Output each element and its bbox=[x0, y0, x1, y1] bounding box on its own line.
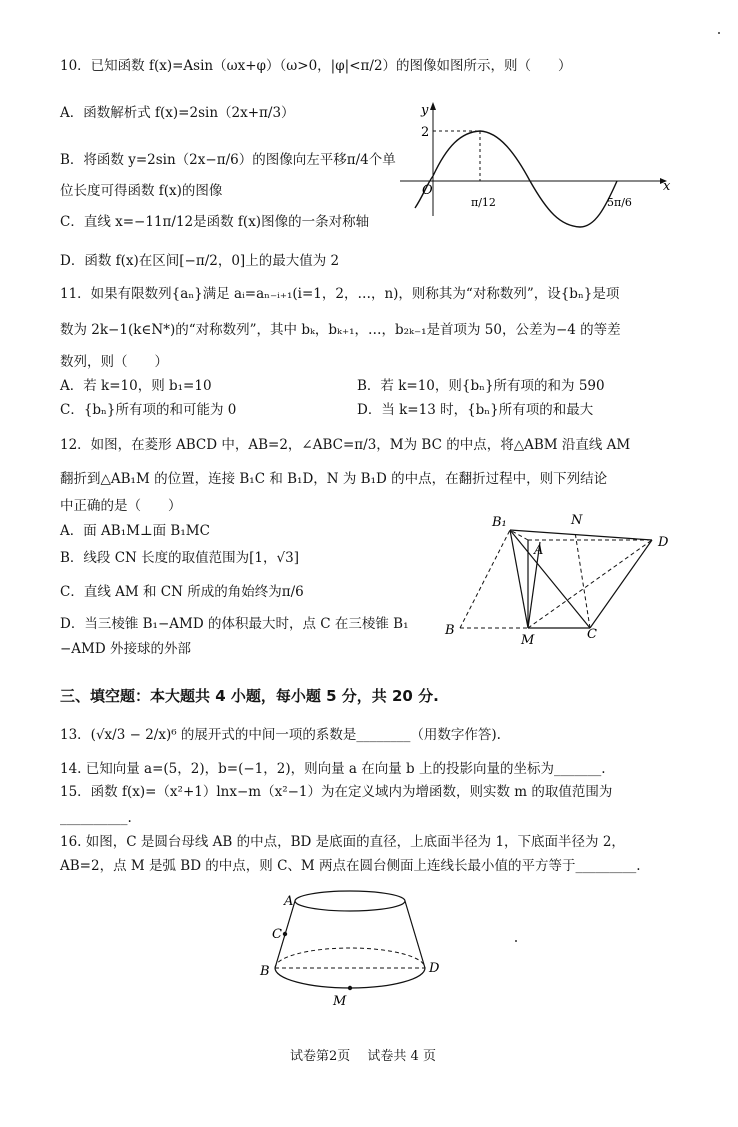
q12-rhombus-figure bbox=[440, 510, 680, 650]
q10-sine-graph bbox=[395, 98, 675, 218]
fig16-label-b: B bbox=[260, 964, 270, 979]
q11-line-1: 11．如果有限数列{aₙ}满足 aᵢ=aₙ₋ᵢ₊₁(i=1，2，…，n)，则称其为“对称数列”，设{bₙ}是项 bbox=[60, 286, 620, 302]
q13-text: 13．(√x/3 − 2/x)⁶ 的展开式的中间一项的系数是________（用数字作答). bbox=[60, 727, 501, 743]
fig16-label-c: C bbox=[272, 927, 282, 942]
q12-line-3: 中正确的是（ ） bbox=[60, 498, 182, 514]
scan-speck bbox=[515, 940, 517, 942]
q11-option-b: B．若 k=10，则{bₙ}所有项的和为 590 bbox=[357, 378, 605, 394]
fig12-label-a: A bbox=[534, 543, 544, 558]
q12-line-2: 翻折到△AB₁M 的位置，连接 B₁C 和 B₁D，N 为 B₁D 的中点，在翻折过程中，则下列结论 bbox=[60, 471, 608, 487]
q10-stem: 10．已知函数 f(x)=Asin（ωx+φ）（ω>0，|φ|<π/2）的图像如图所示，则（ ） bbox=[60, 58, 572, 74]
q16-frustum-figure bbox=[255, 888, 445, 1013]
graph-x-mark-2: 5π/6 bbox=[607, 196, 632, 209]
q11-line-2: 数为 2k−1(k∈N*)的“对称数列”，其中 bₖ，bₖ₊₁，…，b₂ₖ₋₁是首项为 50，公差为−4 的等差 bbox=[60, 322, 621, 338]
graph-x-label: x bbox=[663, 179, 671, 194]
fig12-label-n: N bbox=[571, 513, 583, 528]
q15-line-1: 15．函数 f(x)=（x²+1）lnx−m（x²−1）为在定义域内为增函数，则实数 m 的取值范围为 bbox=[60, 784, 613, 800]
fig12-label-c: C bbox=[587, 627, 597, 642]
q12-option-c: C．直线 AM 和 CN 所成的角始终为π/6 bbox=[60, 584, 304, 600]
fig16-label-d: D bbox=[429, 961, 440, 976]
graph-origin: O bbox=[422, 183, 433, 198]
q11-line-3: 数列，则（ ） bbox=[60, 354, 168, 370]
section-3-title: 三、填空题：本大题共 4 小题，每小题 5 分，共 20 分. bbox=[60, 687, 439, 705]
q16-line-2: AB=2，点 M 是弧 BD 的中点，则 C、M 两点在圆台侧面上连线长最小值的平方等于_________. bbox=[60, 858, 641, 874]
q12-option-a: A．面 AB₁M⊥面 B₁MC bbox=[60, 523, 210, 539]
scan-speck bbox=[718, 32, 720, 34]
fig12-label-b: B bbox=[445, 623, 455, 638]
q12-option-d-cont: −AMD 外接球的外部 bbox=[60, 641, 191, 657]
q10-option-c: C．直线 x=−11π/12是函数 f(x)图像的一条对称轴 bbox=[60, 214, 370, 230]
graph-y-mark: 2 bbox=[421, 125, 430, 140]
graph-y-label: y bbox=[421, 103, 429, 118]
q14-text: 14. 已知向量 a=(5，2)，b=(−1，2)，则向量 a 在向量 b 上的投影向量的坐标为_______. bbox=[60, 761, 606, 777]
fig16-label-a: A bbox=[284, 894, 294, 909]
page-footer: 试卷第2页 试卷共 4 页 bbox=[290, 1049, 436, 1064]
q12-option-d: D．当三棱锥 B₁−AMD 的体积最大时，点 C 在三棱锥 B₁ bbox=[60, 616, 409, 632]
graph-x-mark-1: π/12 bbox=[471, 196, 496, 209]
q12-option-b: B．线段 CN 长度的取值范围为[1，√3] bbox=[60, 550, 299, 566]
q11-option-c: C．{bₙ}所有项的和可能为 0 bbox=[60, 402, 237, 418]
q10-option-a: A．函数解析式 f(x)=2sin（2x+π/3） bbox=[60, 105, 295, 121]
q10-option-d: D．函数 f(x)在区间[−π/2，0]上的最大值为 2 bbox=[60, 253, 340, 269]
q15-line-2: __________. bbox=[60, 810, 132, 826]
q12-line-1: 12．如图，在菱形 ABCD 中，AB=2，∠ABC=π/3，M为 BC 的中点，将△ABM 沿直线 AM bbox=[60, 437, 631, 453]
q11-option-d: D．当 k=13 时，{bₙ}所有项的和最大 bbox=[357, 402, 594, 418]
fig16-label-m: M bbox=[333, 994, 347, 1009]
q10-option-b: B．将函数 y=2sin（2x−π/6）的图像向左平移π/4个单 bbox=[60, 152, 396, 168]
fig12-label-b1: B₁ bbox=[492, 515, 507, 530]
fig12-label-m: M bbox=[521, 633, 535, 648]
q16-line-1: 16. 如图，C 是圆台母线 AB 的中点，BD 是底面的直径，上底面半径为 1，下底面半径为 2， bbox=[60, 834, 625, 850]
fig12-label-d: D bbox=[658, 535, 669, 550]
q10-option-b-cont: 位长度可得函数 f(x)的图像 bbox=[60, 183, 223, 199]
q11-option-a: A．若 k=10，则 b₁=10 bbox=[60, 378, 212, 394]
